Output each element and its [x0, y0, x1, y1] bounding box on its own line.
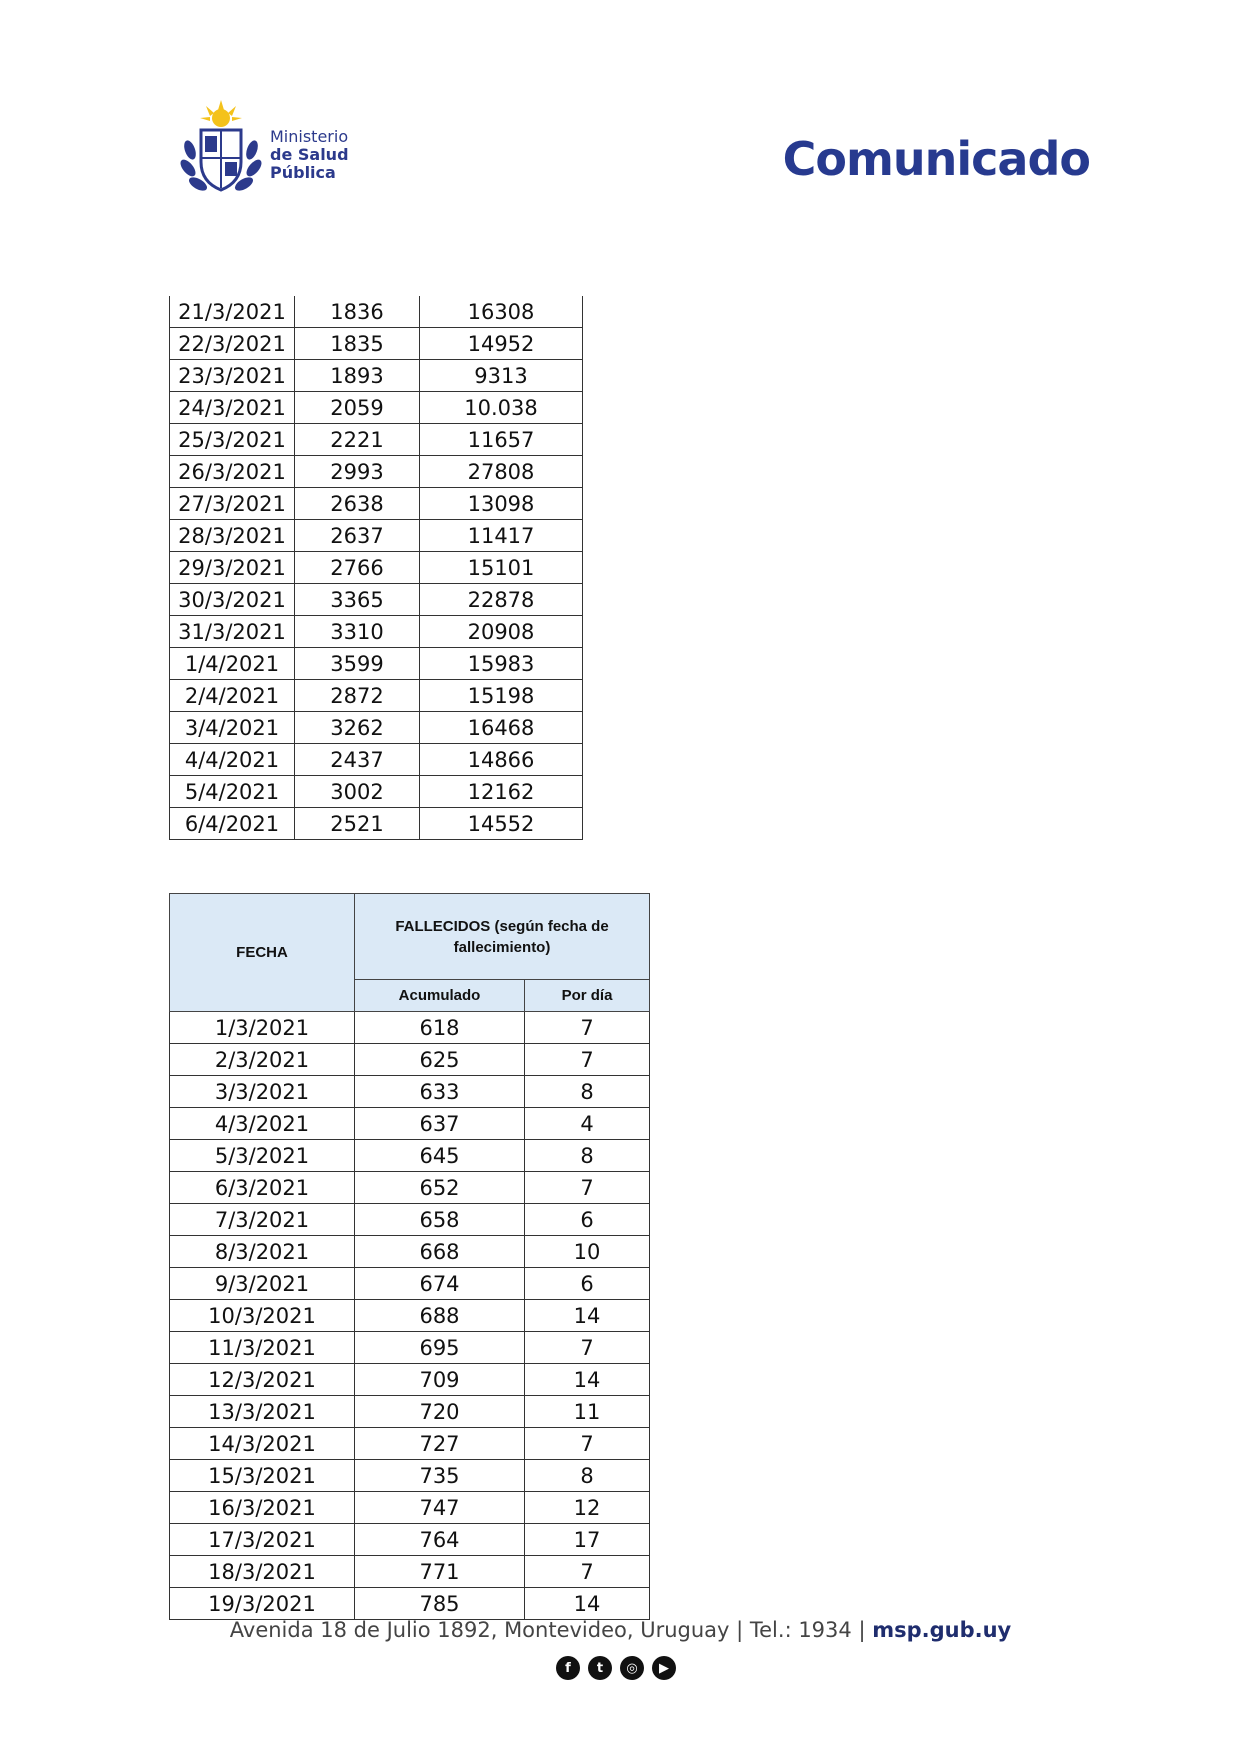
table-cell: 24/3/2021 — [170, 392, 295, 424]
table-cell: 15983 — [420, 648, 583, 680]
table-row — [170, 1012, 650, 1044]
table-row — [170, 1172, 650, 1204]
table-cell: 3599 — [295, 648, 420, 680]
twitter-icon[interactable]: t — [588, 1656, 612, 1680]
table-cell: 2437 — [295, 744, 420, 776]
table-cell: 7 — [525, 1172, 650, 1204]
ministry-name-line2: de Salud — [270, 145, 349, 164]
table-cell: 3/4/2021 — [170, 712, 295, 744]
table-cell: 11/3/2021 — [170, 1332, 355, 1364]
table-cell: 6 — [525, 1204, 650, 1236]
table-cell: 735 — [355, 1460, 525, 1492]
table-row — [170, 1588, 650, 1620]
table-cell: 2221 — [295, 424, 420, 456]
table-cell: 31/3/2021 — [170, 616, 295, 648]
table-cell: 2993 — [295, 456, 420, 488]
table-row — [170, 1076, 650, 1108]
table-row — [170, 1556, 650, 1588]
table-cell: 7 — [525, 1012, 650, 1044]
instagram-icon[interactable]: ◎ — [620, 1656, 644, 1680]
table-cell: 652 — [355, 1172, 525, 1204]
table-cell: 12 — [525, 1492, 650, 1524]
table-cell: 12162 — [420, 776, 583, 808]
footer-contact — [0, 1618, 1241, 1642]
table-cell: 2/3/2021 — [170, 1044, 355, 1076]
table-row — [170, 712, 583, 744]
table-row — [170, 1332, 650, 1364]
table-cell: 6 — [525, 1268, 650, 1300]
table-row — [170, 1396, 650, 1428]
table-cell: 21/3/2021 — [170, 296, 295, 328]
table-cell: 16/3/2021 — [170, 1492, 355, 1524]
table-cell: 14/3/2021 — [170, 1428, 355, 1460]
table-cell: 25/3/2021 — [170, 424, 295, 456]
table-cell: 16308 — [420, 296, 583, 328]
youtube-icon[interactable]: ▶ — [652, 1656, 676, 1680]
table-cell: 3365 — [295, 584, 420, 616]
table-row — [170, 1108, 650, 1140]
table-row — [170, 1236, 650, 1268]
cases-table — [169, 296, 583, 840]
table-row — [170, 520, 583, 552]
table-row — [170, 1268, 650, 1300]
table-cell: 1/3/2021 — [170, 1012, 355, 1044]
table-row — [170, 1140, 650, 1172]
table-cell: 1836 — [295, 296, 420, 328]
table-cell: 2059 — [295, 392, 420, 424]
table-cell: 29/3/2021 — [170, 552, 295, 584]
table-cell: 6/3/2021 — [170, 1172, 355, 1204]
table-row — [170, 616, 583, 648]
table-cell: 27/3/2021 — [170, 488, 295, 520]
table-cell: 20908 — [420, 616, 583, 648]
table-cell: 668 — [355, 1236, 525, 1268]
table-cell: 1835 — [295, 328, 420, 360]
table-cell: 11 — [525, 1396, 650, 1428]
table-cell: 8 — [525, 1460, 650, 1492]
table-cell: 727 — [355, 1428, 525, 1460]
footer-website-link[interactable]: msp.gub.uy — [872, 1618, 1012, 1642]
table-cell: 22878 — [420, 584, 583, 616]
table-cell: 28/3/2021 — [170, 520, 295, 552]
table-cell: 3/3/2021 — [170, 1076, 355, 1108]
table-cell: 8 — [525, 1076, 650, 1108]
table-cell: 14 — [525, 1300, 650, 1332]
table-row — [170, 424, 583, 456]
table-cell: 2872 — [295, 680, 420, 712]
table-row — [170, 552, 583, 584]
table-cell: 16468 — [420, 712, 583, 744]
table-cell: 27808 — [420, 456, 583, 488]
table-cell: 771 — [355, 1556, 525, 1588]
table-cell: 14 — [525, 1364, 650, 1396]
table-cell: 13/3/2021 — [170, 1396, 355, 1428]
table-cell: 8 — [525, 1140, 650, 1172]
table-row — [170, 296, 583, 328]
column-header-fecha: FECHA — [170, 894, 355, 1012]
table-row — [170, 808, 583, 840]
table-cell: 2766 — [295, 552, 420, 584]
table-cell: 1893 — [295, 360, 420, 392]
table-cell: 17/3/2021 — [170, 1524, 355, 1556]
column-header-acumulado: Acumulado — [355, 980, 525, 1012]
table-cell: 4/3/2021 — [170, 1108, 355, 1140]
table-row — [170, 328, 583, 360]
table-cell: 15/3/2021 — [170, 1460, 355, 1492]
table-cell: 4/4/2021 — [170, 744, 295, 776]
table-cell: 17 — [525, 1524, 650, 1556]
table-cell: 7 — [525, 1556, 650, 1588]
document-title: Comunicado — [782, 132, 1090, 186]
social-icons — [556, 1656, 676, 1680]
table-cell: 645 — [355, 1140, 525, 1172]
table-row — [170, 648, 583, 680]
table-cell: 764 — [355, 1524, 525, 1556]
table-cell: 2637 — [295, 520, 420, 552]
table-cell: 618 — [355, 1012, 525, 1044]
table-row — [170, 1428, 650, 1460]
table-cell: 8/3/2021 — [170, 1236, 355, 1268]
table-cell: 7 — [525, 1332, 650, 1364]
cases-table-body — [170, 296, 583, 840]
table-cell: 15101 — [420, 552, 583, 584]
table-cell: 9/3/2021 — [170, 1268, 355, 1300]
table-cell: 7 — [525, 1044, 650, 1076]
table-cell: 11657 — [420, 424, 583, 456]
table-row — [170, 776, 583, 808]
table-cell: 658 — [355, 1204, 525, 1236]
table-row — [170, 1492, 650, 1524]
table-cell: 23/3/2021 — [170, 360, 295, 392]
table-cell: 674 — [355, 1268, 525, 1300]
table-cell: 5/3/2021 — [170, 1140, 355, 1172]
table-cell: 637 — [355, 1108, 525, 1140]
table-cell: 15198 — [420, 680, 583, 712]
table-cell: 18/3/2021 — [170, 1556, 355, 1588]
table-row — [170, 1044, 650, 1076]
deaths-table — [169, 893, 650, 1620]
table-cell: 2521 — [295, 808, 420, 840]
table-row — [170, 680, 583, 712]
table-row — [170, 488, 583, 520]
table-row — [170, 1524, 650, 1556]
table-row — [170, 1364, 650, 1396]
table-cell: 22/3/2021 — [170, 328, 295, 360]
table-cell: 11417 — [420, 520, 583, 552]
facebook-icon[interactable]: f — [556, 1656, 580, 1680]
ministry-name-line1: Ministerio — [270, 127, 349, 146]
table-cell: 6/4/2021 — [170, 808, 295, 840]
coat-of-arms-icon — [176, 100, 266, 200]
table-row — [170, 360, 583, 392]
table-cell: 7/3/2021 — [170, 1204, 355, 1236]
table-cell: 14866 — [420, 744, 583, 776]
table-cell: 26/3/2021 — [170, 456, 295, 488]
table-cell: 633 — [355, 1076, 525, 1108]
table-cell: 720 — [355, 1396, 525, 1428]
table-cell: 747 — [355, 1492, 525, 1524]
column-header-fallecidos: FALLECIDOS (según fecha de fallecimiento) — [355, 894, 650, 980]
table-cell: 10/3/2021 — [170, 1300, 355, 1332]
table-cell: 695 — [355, 1332, 525, 1364]
table-cell: 10.038 — [420, 392, 583, 424]
table-cell: 785 — [355, 1588, 525, 1620]
table-cell: 4 — [525, 1108, 650, 1140]
table-cell: 14 — [525, 1588, 650, 1620]
ministry-name-line3: Pública — [270, 163, 336, 182]
deaths-table-body — [170, 1012, 650, 1620]
table-cell: 688 — [355, 1300, 525, 1332]
ministry-name — [270, 128, 349, 182]
table-cell: 19/3/2021 — [170, 1588, 355, 1620]
table-cell: 10 — [525, 1236, 650, 1268]
table-cell: 5/4/2021 — [170, 776, 295, 808]
table-cell: 709 — [355, 1364, 525, 1396]
table-cell: 14552 — [420, 808, 583, 840]
table-cell: 3002 — [295, 776, 420, 808]
table-cell: 13098 — [420, 488, 583, 520]
table-row — [170, 456, 583, 488]
table-cell: 3262 — [295, 712, 420, 744]
table-row — [170, 392, 583, 424]
table-row — [170, 744, 583, 776]
footer-address: Avenida 18 de Julio 1892, Montevideo, Uruguay | Tel.: 1934 | — [229, 1618, 866, 1642]
table-cell: 2/4/2021 — [170, 680, 295, 712]
table-row — [170, 1460, 650, 1492]
table-cell: 2638 — [295, 488, 420, 520]
table-cell: 3310 — [295, 616, 420, 648]
table-cell: 9313 — [420, 360, 583, 392]
column-header-por-dia: Por día — [525, 980, 650, 1012]
table-cell: 14952 — [420, 328, 583, 360]
table-row — [170, 584, 583, 616]
table-cell: 12/3/2021 — [170, 1364, 355, 1396]
table-cell: 30/3/2021 — [170, 584, 295, 616]
table-cell: 625 — [355, 1044, 525, 1076]
table-row — [170, 1300, 650, 1332]
table-row — [170, 1204, 650, 1236]
table-cell: 7 — [525, 1428, 650, 1460]
table-cell: 1/4/2021 — [170, 648, 295, 680]
